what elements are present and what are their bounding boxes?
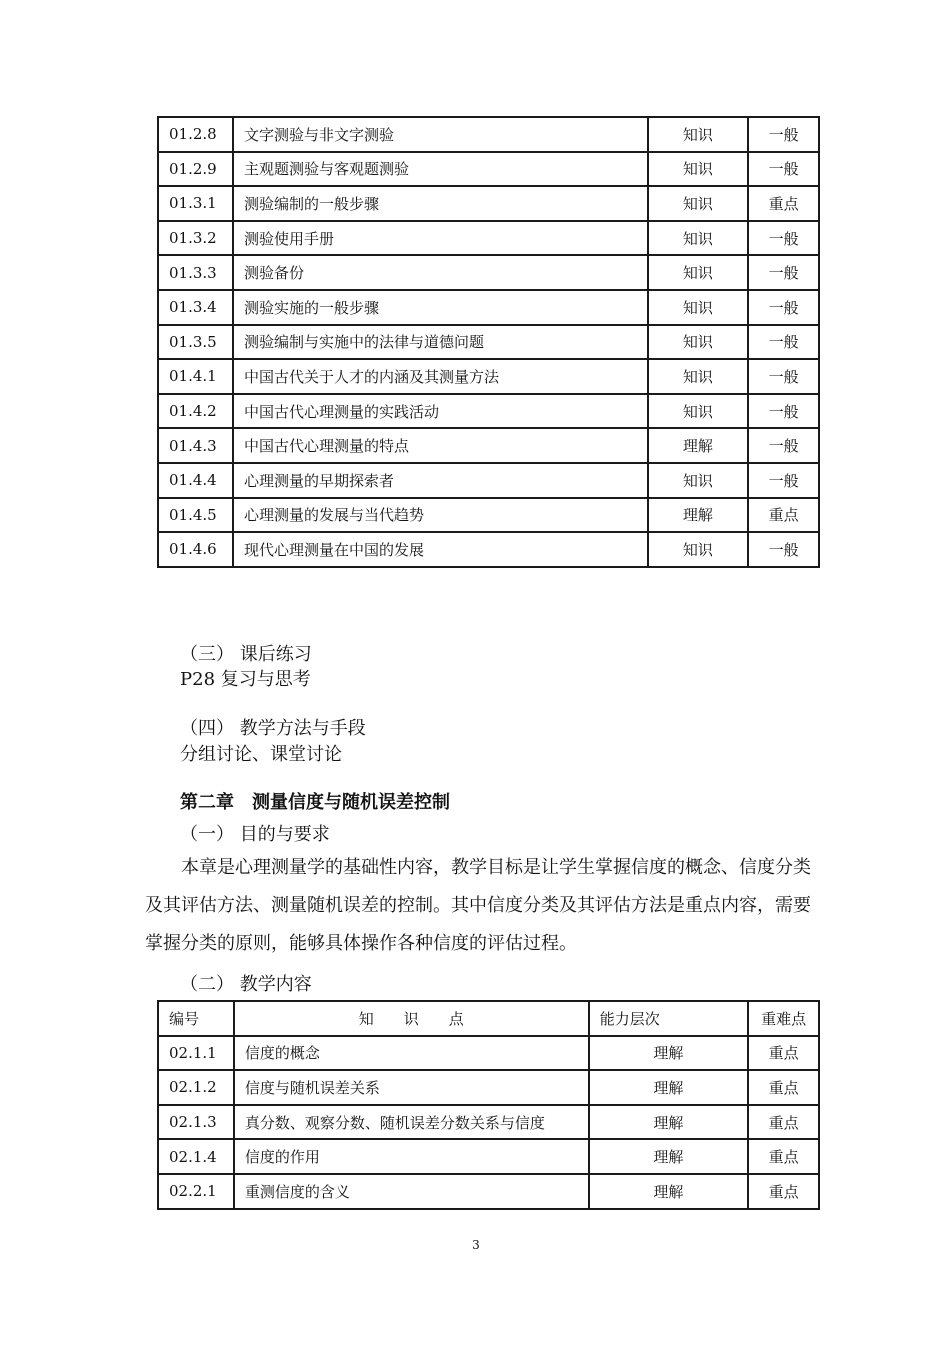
table-row [158, 394, 819, 429]
row-knowledge-point: 心理测量的早期探索者 [233, 463, 648, 498]
row-key-level: 一般 [748, 290, 819, 325]
header-level: 能力层次 [589, 1001, 748, 1036]
row-key-level: 一般 [748, 428, 819, 463]
row-knowledge-point: 测验备份 [233, 255, 648, 290]
row-knowledge-point: 信度与随机误差关系 [234, 1070, 589, 1105]
ch2-sec1-paragraph: 本章是心理测量学的基础性内容，教学目标是让学生掌握信度的概念、信度分类及其评估方法、测量随机误差的控制。其中信度分类及其评估方法是重点内容，需要掌握分类的原则，能够具体操作各种信度的评估过程。 [145, 857, 811, 954]
table-row [158, 498, 819, 533]
row-ability-level: 知识 [648, 255, 749, 290]
table-row [158, 152, 819, 187]
row-key-level: 重点 [748, 186, 819, 221]
row-code: 01.4.4 [158, 463, 233, 498]
row-ability-level: 知识 [648, 117, 749, 152]
row-code: 02.1.4 [158, 1139, 234, 1174]
row-knowledge-point: 真分数、观察分数、随机误差分数关系与信度 [234, 1105, 589, 1140]
table-row [158, 428, 819, 463]
row-ability-level: 理解 [589, 1105, 748, 1140]
knowledge-table-chapter1 [157, 116, 820, 568]
row-key-level: 一般 [748, 152, 819, 187]
header-point: 知 识 点 [234, 1001, 589, 1036]
ch2-sec2-heading: （二） 教学内容 [180, 974, 312, 995]
knowledge-table-chapter2 [157, 1000, 820, 1210]
row-code: 01.4.6 [158, 532, 233, 567]
row-ability-level: 理解 [589, 1036, 748, 1071]
chapter2-title: 第二章 测量信度与随机误差控制 [180, 792, 450, 813]
row-code: 01.4.5 [158, 498, 233, 533]
row-code: 01.4.2 [158, 394, 233, 429]
table-row [158, 1174, 819, 1209]
row-ability-level: 知识 [648, 394, 749, 429]
row-knowledge-point: 测验实施的一般步骤 [233, 290, 648, 325]
page-number: 3 [472, 1238, 480, 1252]
row-code: 02.1.1 [158, 1036, 234, 1071]
row-key-level: 重点 [748, 1105, 819, 1140]
row-key-level: 重点 [748, 1070, 819, 1105]
table-row [158, 186, 819, 221]
row-code: 01.4.3 [158, 428, 233, 463]
row-knowledge-point: 测验编制的一般步骤 [233, 186, 648, 221]
table-row [158, 1036, 819, 1071]
row-key-level: 一般 [748, 359, 819, 394]
row-code: 01.4.1 [158, 359, 233, 394]
row-code: 02.1.2 [158, 1070, 234, 1105]
row-code: 01.2.8 [158, 117, 233, 152]
section3-text: P28 复习与思考 [180, 669, 311, 690]
table-row [158, 255, 819, 290]
row-code: 01.3.3 [158, 255, 233, 290]
row-code: 01.3.1 [158, 186, 233, 221]
row-ability-level: 理解 [648, 498, 749, 533]
table-row [158, 1070, 819, 1105]
row-ability-level: 知识 [648, 290, 749, 325]
row-knowledge-point: 主观题测验与客观题测验 [233, 152, 648, 187]
row-code: 02.2.1 [158, 1174, 234, 1209]
row-ability-level: 知识 [648, 532, 749, 567]
row-key-level: 一般 [748, 463, 819, 498]
row-knowledge-point: 重测信度的含义 [234, 1174, 589, 1209]
table-row [158, 1139, 819, 1174]
row-ability-level: 理解 [589, 1174, 748, 1209]
row-code: 01.3.5 [158, 325, 233, 360]
row-knowledge-point: 中国古代心理测量的特点 [233, 428, 648, 463]
header-code: 编号 [158, 1001, 234, 1036]
section3-heading: （三） 课后练习 [180, 644, 312, 665]
row-key-level: 一般 [748, 117, 819, 152]
ch2-sec1-heading: （一） 目的与要求 [180, 824, 330, 845]
row-knowledge-point: 心理测量的发展与当代趋势 [233, 498, 648, 533]
row-key-level: 重点 [748, 1036, 819, 1071]
row-key-level: 重点 [748, 1174, 819, 1209]
row-code: 01.2.9 [158, 152, 233, 187]
table-row [158, 221, 819, 256]
row-knowledge-point: 信度的作用 [234, 1139, 589, 1174]
row-knowledge-point: 现代心理测量在中国的发展 [233, 532, 648, 567]
row-knowledge-point: 中国古代关于人才的内涵及其测量方法 [233, 359, 648, 394]
table-row [158, 1105, 819, 1140]
section4-heading: （四） 教学方法与手段 [180, 718, 366, 739]
row-knowledge-point: 中国古代心理测量的实践活动 [233, 394, 648, 429]
table-row [158, 532, 819, 567]
row-ability-level: 知识 [648, 463, 749, 498]
row-key-level: 重点 [748, 498, 819, 533]
table-row [158, 117, 819, 152]
row-knowledge-point: 文字测验与非文字测验 [233, 117, 648, 152]
row-knowledge-point: 测验使用手册 [233, 221, 648, 256]
row-key-level: 一般 [748, 325, 819, 360]
row-ability-level: 知识 [648, 325, 749, 360]
row-ability-level: 知识 [648, 152, 749, 187]
row-key-level: 一般 [748, 394, 819, 429]
row-key-level: 一般 [748, 221, 819, 256]
row-ability-level: 知识 [648, 221, 749, 256]
row-ability-level: 理解 [589, 1139, 748, 1174]
row-knowledge-point: 信度的概念 [234, 1036, 589, 1071]
row-code: 01.3.4 [158, 290, 233, 325]
table-row [158, 290, 819, 325]
row-knowledge-point: 测验编制与实施中的法律与道德问题 [233, 325, 648, 360]
row-key-level: 一般 [748, 532, 819, 567]
row-code: 01.3.2 [158, 221, 233, 256]
section4-text: 分组讨论、课堂讨论 [180, 744, 342, 765]
row-ability-level: 理解 [648, 428, 749, 463]
row-ability-level: 知识 [648, 186, 749, 221]
header-key: 重难点 [748, 1001, 819, 1036]
table-row [158, 359, 819, 394]
row-ability-level: 知识 [648, 359, 749, 394]
table-header-row [158, 1001, 819, 1036]
row-key-level: 一般 [748, 255, 819, 290]
row-code: 02.1.3 [158, 1105, 234, 1140]
table-row [158, 325, 819, 360]
table-row [158, 463, 819, 498]
row-ability-level: 理解 [589, 1070, 748, 1105]
row-key-level: 重点 [748, 1139, 819, 1174]
